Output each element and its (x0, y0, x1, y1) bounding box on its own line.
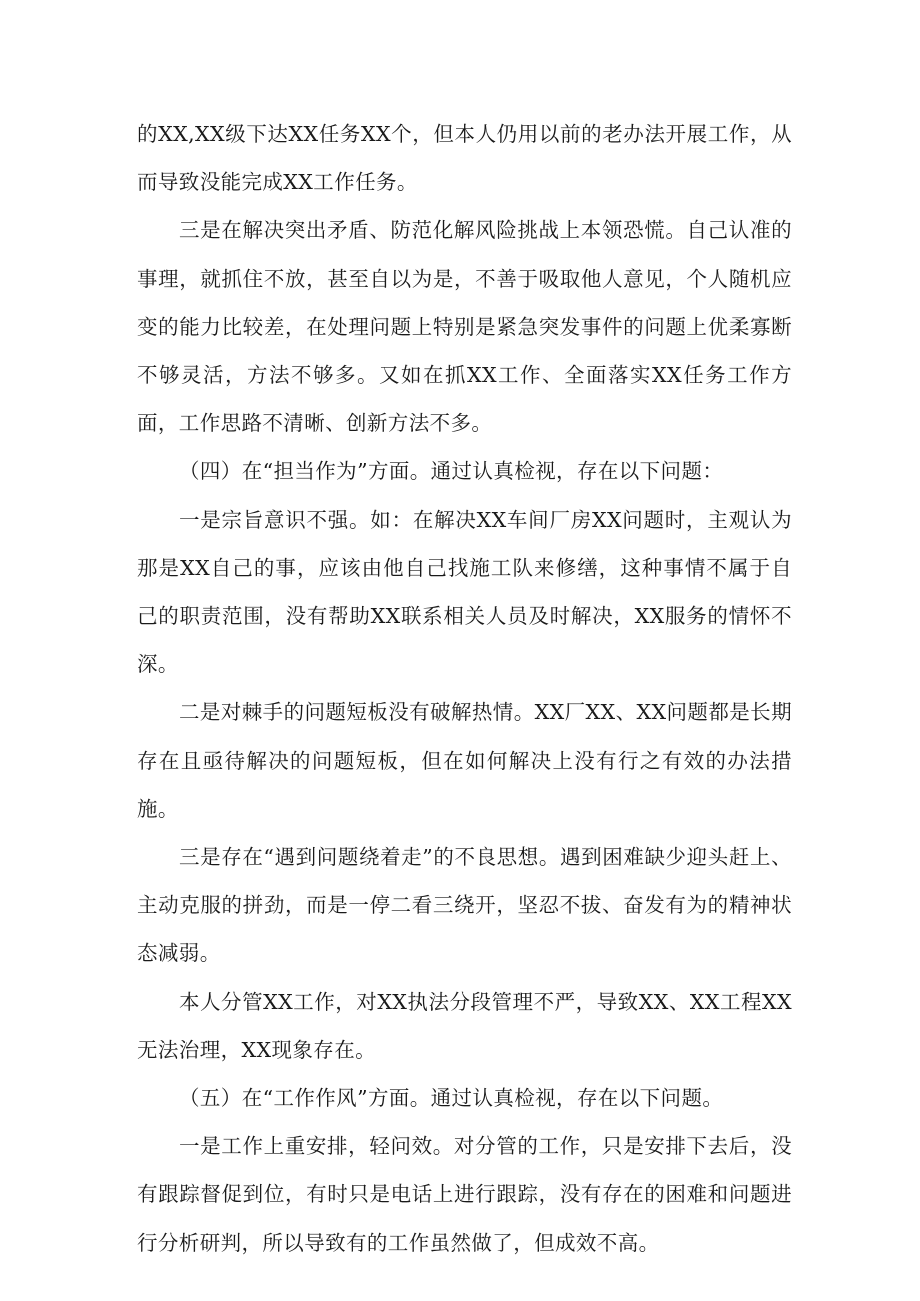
paragraph-item-one-arrangement: 一是工作上重安排，轻问效。对分管的工作，只是安排下去后，没有跟踪督促到位，有时只是电话上进行跟踪，没有存在的困难和问题进行分析研判，所以导致有的工作虽然做了，但成效不高。 (137, 1134, 792, 1255)
section-heading-five: （五）在“工作作风”方面。通过认真检视，存在以下问题。 (179, 1086, 724, 1111)
section-heading-four: （四）在“担当作为”方面。通过认真检视，存在以下问题： (179, 459, 724, 484)
paragraph-personal-responsibility: 本人分管XX工作，对XX执法分段管理不严，导致XX、XX工程XX无法治理，XX现象存在。 (137, 989, 792, 1062)
document-body (137, 110, 792, 1267)
paragraph-item-three-skills: 三是在解决突出矛盾、防范化解风险挑战上本领恐慌。自己认准的事理，就抓住不放，甚至自以为是，不善于吸取他人意见，个人随机应变的能力比较差，在处理问题上特别是紧急突发事件的问题上优柔寡断不够灵活，方法不够多。又如在抓XX工作、全面落实XX任务工作方面，工作思路不清晰、创新方法不多。 (137, 218, 792, 436)
paragraph-item-one-purpose: 一是宗旨意识不强。如：在解决XX车间厂房XX问题时，主观认为那是XX自己的事，应该由他自己找施工队来修缮，这种事情不属于自己的职责范围，没有帮助XX联系相关人员及时解决，XX服务的情怀不深。 (137, 507, 792, 677)
paragraph-item-two-shortcomings: 二是对棘手的问题短板没有破解热情。XX厂XX、XX问题都是长期存在且亟待解决的问题短板，但在如何解决上没有行之有效的办法措施。 (137, 700, 792, 821)
paragraph-continuation: 的XX,XX级下达XX任务XX个，但本人仍用以前的老办法开展工作，从而导致没能完成XX工作任务。 (137, 122, 792, 195)
paragraph-item-three-avoidance: 三是存在“遇到问题绕着走”的不良思想。遇到困难缺少迎头赶上、主动克服的拼劲，而是一停二看三绕开，坚忍不拔、奋发有为的精神状态减弱。 (137, 845, 792, 966)
